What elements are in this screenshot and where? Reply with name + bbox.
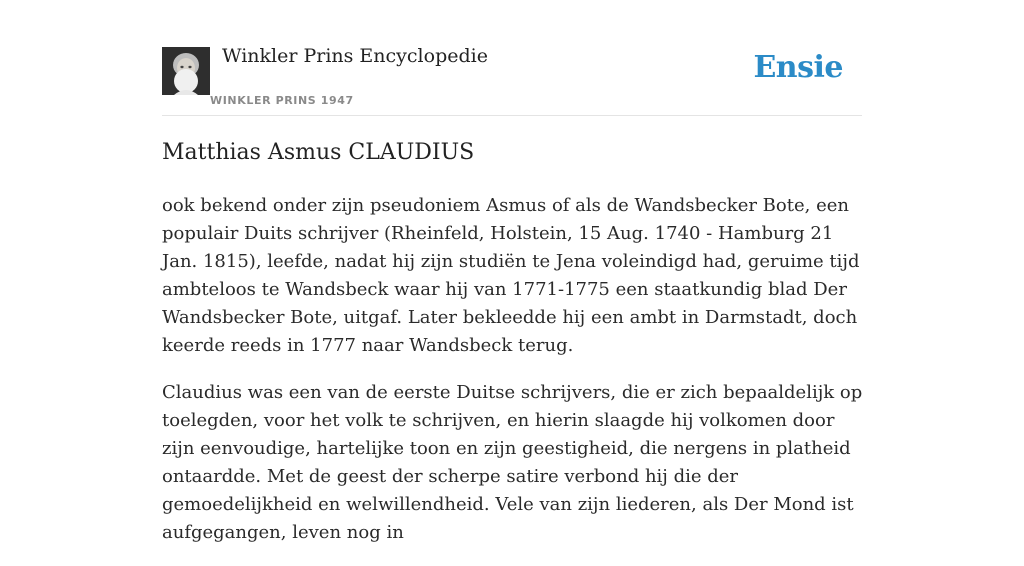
article-title: Matthias Asmus CLAUDIUS <box>162 140 475 165</box>
ensie-logo[interactable]: Ensie <box>753 50 843 85</box>
source-header <box>162 0 862 116</box>
source-subtitle: WINKLER PRINS 1947 <box>210 94 354 107</box>
portrait-avatar-icon[interactable] <box>162 47 210 95</box>
content-container <box>162 0 863 543</box>
article-body <box>162 192 866 566</box>
source-title[interactable]: Winkler Prins Encyclopedie <box>222 45 488 67</box>
article-paragraph: ook bekend onder zijn pseudoniem Asmus of als de Wandsbecker Bote, een populair Duits schrijver (Rheinfeld, Holstein, 15 Aug. 1740 - Hamburg 21 Jan. 1815), leefde, nadat hij zijn studiën te Jena voleindigd had, geruime tijd ambteloos te Wandsbeck waar hij van 1771-1775 een staatkundig blad Der Wandsbecker Bote, uitgaf. Later bekleedde hij een ambt in Darmstadt, doch keerde reeds in 1777 naar Wandsbeck terug. <box>162 195 860 356</box>
article-paragraph: Claudius was een van de eerste Duitse schrijvers, die er zich bepaaldelijk op toelegden, voor het volk te schrijven, en hierin slaagde hij volkomen door zijn eenvoudige, hartelijke toon en zijn geestigheid, die nergens in platheid ontaardde. Met de geest der scherpe satire verbond hij die der gemoedelijkheid en welwillendheid. Vele van zijn liederen, als Der Mond ist aufgegangen, leven nog in <box>162 382 863 543</box>
